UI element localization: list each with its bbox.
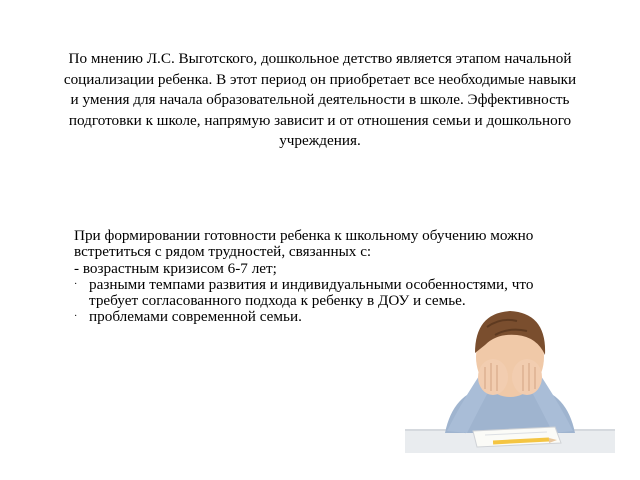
bullet-marker: · — [74, 278, 78, 290]
child-head-in-hands-photo — [405, 305, 615, 453]
readiness-first-item: - возрастным кризисом 6-7 лет; — [74, 259, 277, 277]
right-hand — [512, 359, 542, 395]
intro-paragraph: По мнению Л.С. Выготского, дошкольное детство является этапом начальной социализации ребенка. В этот период он приобретает все необходимые навыки и умения для начала образовательной деятельности в школе. Эффективность подготовки к школе, напрямую зависит и от отношения семьи и дошкольного учреждения. — [63, 50, 577, 150]
left-hand — [478, 359, 508, 395]
notebook — [473, 427, 561, 447]
bullet-marker: · — [74, 311, 78, 323]
list-item-text: проблемами современной семьи. — [89, 308, 302, 326]
readiness-lead: При формировании готовности ребенка к школьному обучению можно встретиться с рядом трудностей, связанных с: — [74, 227, 534, 261]
list-item-text: разными темпами развития и индивидуальными особенностями, что требует согласованного подхода к ребенку в ДОУ и семье. — [89, 275, 534, 310]
